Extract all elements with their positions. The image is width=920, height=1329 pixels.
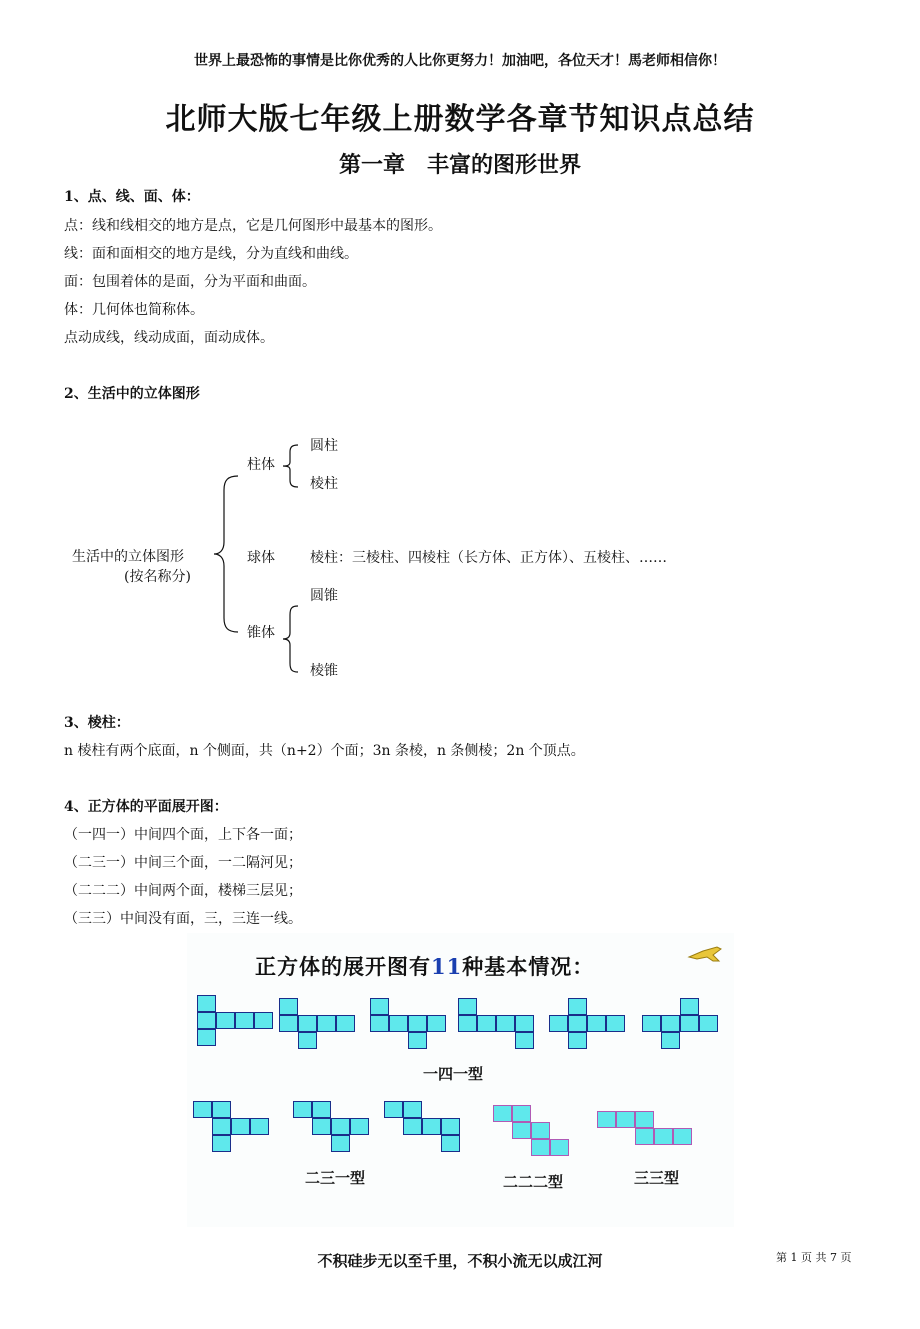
surface-definition: 面：包围着体的是面，分为平面和曲面。 bbox=[64, 274, 316, 290]
net-square bbox=[568, 1015, 587, 1032]
solid-definition: 体：几何体也简称体。 bbox=[64, 302, 204, 318]
net-square bbox=[699, 1015, 718, 1032]
net-square bbox=[312, 1118, 331, 1135]
net-square bbox=[427, 1015, 446, 1032]
big-brace bbox=[214, 472, 244, 636]
net-square bbox=[403, 1101, 422, 1118]
pyramid-label: 棱锥 bbox=[310, 663, 338, 679]
net-square bbox=[193, 1101, 212, 1118]
net-square bbox=[496, 1015, 515, 1032]
net-square bbox=[531, 1122, 550, 1139]
net-square bbox=[212, 1135, 231, 1152]
net-square bbox=[568, 1032, 587, 1049]
net-square bbox=[568, 998, 587, 1015]
figure-title-number: 11 bbox=[431, 954, 463, 979]
net-rule-231: （二三一）中间三个面，一二隔河见； bbox=[64, 855, 302, 871]
net-square bbox=[212, 1101, 231, 1118]
document-title: 北师大版七年级上册数学各章节知识点总结 bbox=[165, 102, 755, 137]
page-number: 第 1 页 共 7 页 bbox=[776, 1251, 852, 1264]
net-square bbox=[370, 1015, 389, 1032]
figure-title-before: 正方体的展开图有 bbox=[255, 954, 431, 979]
cube-nets-figure bbox=[187, 933, 734, 1227]
net-square bbox=[279, 998, 298, 1015]
motion-statement: 点动成线，线动成面，面动成体。 bbox=[64, 330, 274, 346]
net-square bbox=[635, 1128, 654, 1145]
net-square bbox=[197, 995, 216, 1012]
net-square bbox=[231, 1118, 250, 1135]
sphere-label: 球体 bbox=[247, 550, 275, 566]
label-141-type: 一四一型 bbox=[423, 1065, 484, 1083]
motto-header: 世界上最恐怖的事情是比你优秀的人比你更努力！加油吧，各位天才！馬老师相信你！ bbox=[194, 53, 726, 69]
net-square bbox=[635, 1111, 654, 1128]
net-square bbox=[370, 998, 389, 1015]
small-brace-top bbox=[280, 442, 300, 490]
net-square bbox=[197, 1029, 216, 1046]
cone-label: 圆锥 bbox=[310, 588, 338, 604]
net-square bbox=[550, 1139, 569, 1156]
section-2-heading: 2、生活中的立体图形 bbox=[64, 386, 200, 402]
point-definition: 点：线和线相交的地方是点，它是几何图形中最基本的图形。 bbox=[64, 218, 442, 234]
net-square bbox=[408, 1015, 427, 1032]
cylinder-label: 圆柱 bbox=[310, 438, 338, 454]
line-definition: 线：面和面相交的地方是线，分为直线和曲线。 bbox=[64, 246, 358, 262]
net-square bbox=[512, 1122, 531, 1139]
footer-quote: 不积硅步无以至千里，不积小流无以成江河 bbox=[317, 1252, 603, 1270]
prism-properties: n 棱柱有两个底面，n 个侧面，共（n+2）个面；3n 条棱，n 条侧棱；2n 个顶点。 bbox=[64, 743, 585, 759]
net-square bbox=[312, 1101, 331, 1118]
net-square bbox=[661, 1032, 680, 1049]
net-square bbox=[235, 1012, 254, 1029]
net-square bbox=[250, 1118, 269, 1135]
net-square bbox=[549, 1015, 568, 1032]
net-square bbox=[531, 1139, 550, 1156]
net-square bbox=[673, 1128, 692, 1145]
net-square bbox=[293, 1101, 312, 1118]
net-square bbox=[441, 1135, 460, 1152]
net-square bbox=[331, 1118, 350, 1135]
figure-title-after: 种基本情况： bbox=[462, 954, 595, 979]
net-square bbox=[317, 1015, 336, 1032]
net-rule-141: （一四一）中间四个面，上下各一面； bbox=[64, 827, 302, 843]
net-square bbox=[384, 1101, 403, 1118]
prism-label: 棱柱 bbox=[310, 476, 338, 492]
label-33-type: 三三型 bbox=[634, 1169, 680, 1187]
net-square bbox=[389, 1015, 408, 1032]
prism-cylinder-group-label: 柱体 bbox=[247, 457, 275, 473]
small-brace-bottom bbox=[280, 603, 300, 675]
net-square bbox=[458, 998, 477, 1015]
net-square bbox=[441, 1118, 460, 1135]
net-square bbox=[216, 1012, 235, 1029]
net-square bbox=[606, 1015, 625, 1032]
section-1-heading: 1、点、线、面、体： bbox=[64, 189, 200, 205]
net-square bbox=[279, 1015, 298, 1032]
net-square bbox=[298, 1015, 317, 1032]
cone-group-label: 锥体 bbox=[247, 625, 275, 641]
net-square bbox=[408, 1032, 427, 1049]
net-square bbox=[587, 1015, 606, 1032]
net-square bbox=[642, 1015, 661, 1032]
net-square bbox=[654, 1128, 673, 1145]
net-square bbox=[512, 1105, 531, 1122]
net-square bbox=[458, 1015, 477, 1032]
label-231-type: 二三一型 bbox=[305, 1169, 366, 1187]
decorative-plane-icon bbox=[687, 943, 723, 965]
net-square bbox=[515, 1015, 534, 1032]
net-square bbox=[680, 1015, 699, 1032]
net-square bbox=[422, 1118, 441, 1135]
net-square bbox=[680, 998, 699, 1015]
net-square bbox=[403, 1118, 422, 1135]
chapter-title: 第一章 丰富的图形世界 bbox=[338, 152, 581, 178]
net-square bbox=[336, 1015, 355, 1032]
net-square bbox=[616, 1111, 635, 1128]
net-square bbox=[197, 1012, 216, 1029]
prism-detail: 棱柱：三棱柱、四棱柱（长方体、正方体）、五棱柱、…… bbox=[310, 550, 667, 566]
section-4-heading: 4、正方体的平面展开图： bbox=[64, 799, 228, 815]
net-square bbox=[350, 1118, 369, 1135]
diagram-root-note: (按名称分) bbox=[124, 569, 191, 585]
net-square bbox=[661, 1015, 680, 1032]
section-3-heading: 3、棱柱： bbox=[64, 715, 130, 731]
net-rule-33: （三三）中间没有面，三，三连一线。 bbox=[64, 911, 302, 927]
net-square bbox=[493, 1105, 512, 1122]
net-square bbox=[212, 1118, 231, 1135]
net-square bbox=[254, 1012, 273, 1029]
net-square bbox=[597, 1111, 616, 1128]
net-square bbox=[331, 1135, 350, 1152]
net-square bbox=[477, 1015, 496, 1032]
diagram-root-label: 生活中的立体图形 bbox=[72, 549, 184, 565]
label-222-type: 二二二型 bbox=[503, 1173, 564, 1191]
net-rule-222: （二二二）中间两个面，楼梯三层见； bbox=[64, 883, 302, 899]
net-square bbox=[515, 1032, 534, 1049]
figure-title bbox=[255, 951, 594, 981]
net-square bbox=[298, 1032, 317, 1049]
